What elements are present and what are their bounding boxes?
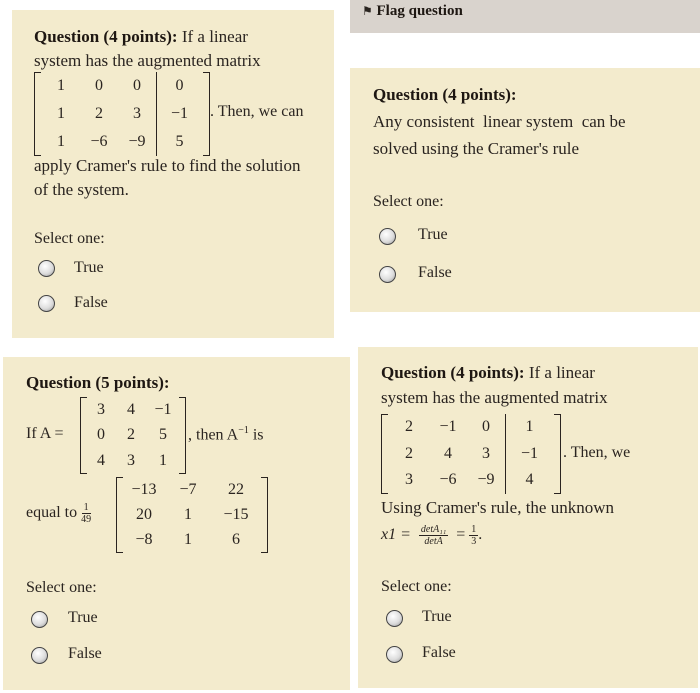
radio-true[interactable]: [379, 228, 396, 245]
matrix-cell: −8: [135, 531, 153, 549]
cramer-formula: x1 = $\frac{\text{detA₁₁}}{\det A}$ = $\frac{1}{3}$ .: [381, 524, 483, 547]
question-text: Any consistent linear system can be: [373, 112, 626, 131]
matrix-cell: 1: [57, 133, 65, 150]
matrix-cell: −9: [128, 133, 146, 150]
question-text: equal to $\frac{1}{49}$: [26, 502, 92, 525]
question-text: solved using the Cramer's rule: [373, 139, 580, 158]
question-text: system has the augmented matrix: [381, 388, 608, 407]
matrix-cell: −15: [223, 505, 249, 523]
matrix-cell: 0: [95, 77, 103, 94]
matrix-cell: −7: [179, 480, 197, 498]
option-false-label[interactable]: False: [74, 294, 108, 311]
select-one-label: Select one:: [373, 193, 444, 210]
matrix-cell: 4: [444, 444, 452, 462]
right-bracket: [203, 72, 210, 156]
radio-false[interactable]: [31, 647, 48, 664]
left-bracket: [116, 477, 123, 553]
radio-true[interactable]: [31, 611, 48, 628]
select-one-label: Select one:: [26, 579, 97, 596]
matrix-cell: −6: [439, 471, 457, 489]
q2-title-line: [373, 85, 517, 105]
augmented-matrix: [34, 72, 210, 156]
option-true-label[interactable]: True: [68, 609, 98, 626]
matrix-inverse: [116, 477, 268, 553]
radio-true[interactable]: [38, 260, 55, 277]
matrix-cell: 1: [57, 105, 65, 122]
matrix-cell: 0: [97, 426, 105, 444]
augmented-matrix: [381, 414, 561, 494]
matrix-cell: 0: [482, 418, 490, 436]
matrix-cell: 3: [482, 444, 490, 462]
question-text: Using Cramer's rule, the unknown: [381, 498, 614, 517]
matrix-cell: 2: [127, 426, 135, 444]
matrix-cell: −6: [90, 133, 108, 150]
matrix-cell: 1: [159, 451, 167, 469]
left-bracket: [34, 72, 41, 156]
option-false-label[interactable]: False: [418, 264, 452, 281]
matrix-cell: −1: [156, 100, 203, 128]
option-false-label[interactable]: False: [68, 645, 102, 662]
radio-false[interactable]: [386, 646, 403, 663]
matrix-cell: −13: [131, 480, 157, 498]
matrix-cell: 1: [57, 77, 65, 94]
matrix-cell: −1: [154, 400, 172, 418]
question-text: If A =: [26, 425, 64, 442]
question-text: of the system.: [34, 180, 129, 199]
left-bracket: [80, 397, 87, 474]
option-true-label[interactable]: True: [422, 608, 452, 625]
matrix-cell: 6: [232, 531, 240, 549]
radio-true[interactable]: [386, 610, 403, 627]
right-bracket: [261, 477, 268, 553]
option-false-label[interactable]: False: [422, 644, 456, 661]
question-text: system has the augmented matrix: [34, 51, 261, 70]
option-true-label[interactable]: True: [418, 226, 448, 243]
matrix-cell: 20: [136, 505, 152, 523]
matrix-cell: −9: [477, 471, 495, 489]
select-one-label: Select one:: [34, 230, 105, 247]
question-title: Question (5 points):: [26, 373, 170, 392]
option-true-label[interactable]: True: [74, 259, 104, 276]
matrix-cell: 2: [405, 418, 413, 436]
matrix-cell: 4: [97, 451, 105, 469]
matrix-cell: −1: [439, 418, 457, 436]
q4-title-line: Question (4 points): If a linear: [381, 363, 595, 382]
matrix-cell: 1: [184, 531, 192, 549]
matrix-cell: 4: [505, 467, 554, 494]
flag-icon: ⚑: [362, 4, 373, 18]
matrix-cell: 0: [156, 72, 203, 100]
radio-false[interactable]: [379, 266, 396, 283]
matrix-cell: 2: [95, 105, 103, 122]
matrix-cell: 0: [133, 77, 141, 94]
question-text: . Then, we: [563, 444, 631, 461]
question-text: apply Cramer's rule to find the solution: [34, 156, 301, 175]
question-title: Question (4 points):: [373, 85, 517, 104]
matrix-cell: −1: [505, 441, 554, 468]
matrix-cell: 4: [127, 400, 135, 418]
q1-title-line: Question (4 points): If a linear: [34, 27, 248, 46]
matrix-cell: 3: [127, 451, 135, 469]
matrix-cell: 3: [405, 471, 413, 489]
matrix-cell: 2: [405, 444, 413, 462]
matrix-cell: 3: [133, 105, 141, 122]
right-bracket: [554, 414, 561, 494]
right-bracket: [179, 397, 186, 474]
matrix-cell: 1: [184, 505, 192, 523]
matrix-a: [80, 397, 186, 474]
q3-title-line: [26, 373, 170, 393]
matrix-cell: 3: [97, 400, 105, 418]
question-title: Question (4 points):: [34, 27, 178, 46]
left-bracket: [381, 414, 388, 494]
fraction: $\frac{1}{49}$: [81, 502, 92, 525]
flag-question-link[interactable]: ⚑ Flag question: [362, 3, 463, 19]
select-one-label: Select one:: [381, 578, 452, 595]
question-text: . Then, we can: [210, 103, 304, 120]
matrix-cell: 5: [159, 426, 167, 444]
matrix-cell: 1: [505, 414, 554, 441]
radio-false[interactable]: [38, 295, 55, 312]
question-text: , then $A^{-1}$ is: [188, 425, 264, 444]
matrix-cell: 22: [228, 480, 244, 498]
matrix-cell: 5: [156, 128, 203, 156]
question-title: Question (4 points):: [381, 363, 525, 382]
